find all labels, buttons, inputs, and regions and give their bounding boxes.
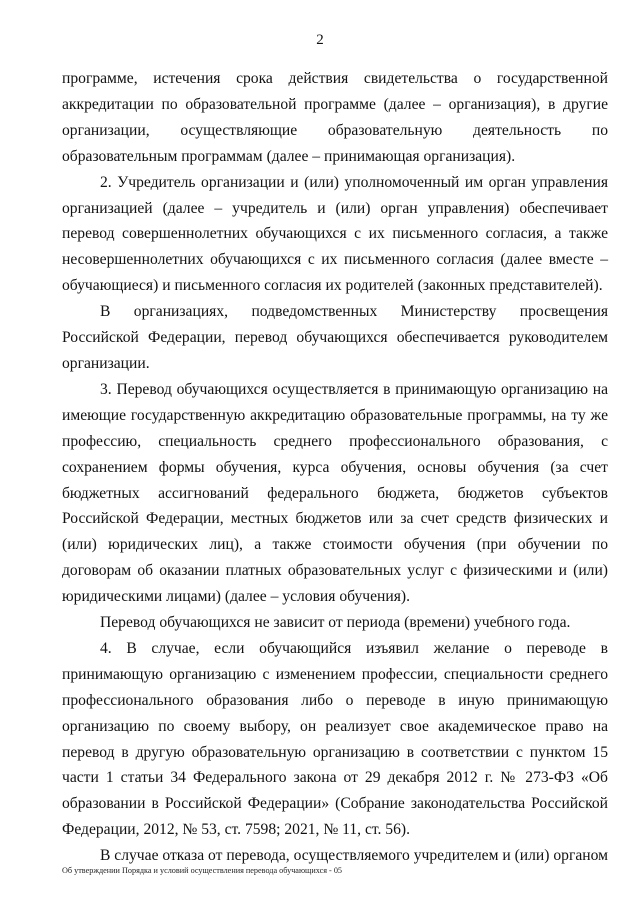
body-text <box>62 66 608 869</box>
paragraph-item-4: 4. В случае, если обучающийся изъявил желание о переводе в принимающую организацию с изменением профессии, специальности среднего профессионального образования либо о переводе в иную принимающую организацию по своему выбору, он реализует свое академическое право на перевод в другую образовательную организацию в соответствии с пунктом 15 части 1 статьи 34 Федерального закона от 29 декабря 2012 г. № 273-ФЗ «Об образовании в Российской Федерации» (Собрание законодательства Российской Федерации, 2012, № 53, ст. 7598; 2021, № 11, ст. 56). <box>62 639 608 839</box>
paragraph-ministry-note: В организациях, подведомственных Министерству просвещения Российской Федерации, перевод обучающихся обеспечивается руководителем организации. <box>62 303 608 372</box>
paragraph-period-note: Перевод обучающихся не зависит от периода (времени) учебного года. <box>100 614 571 632</box>
paragraph-refusal-start: В случае отказа от перевода, осуществляемого учредителем и (или) органом <box>100 847 608 865</box>
footer-note: Об утверждении Порядка и условий осуществления перевода обучающихся - 05 <box>62 866 343 875</box>
paragraph-continuation: программе, истечения срока действия свидетельства о государственной аккредитации по образовательной программе (далее – организация), в другие организации, осуществляющие образовательную деятельность по образовательным программам (далее – принимающая организация). <box>62 70 608 165</box>
page-number: 2 <box>316 32 324 48</box>
paragraph-item-3: 3. Перевод обучающихся осуществляется в принимающую организацию на имеющие государственную аккредитацию образовательные программы, на ту же профессию, специальность среднего профессионального образования, с сохранением формы обучения, курса обучения, основы обучения (за счет бюджетных ассигнований федерального бюджета, бюджетов субъектов Российской Федерации, местных бюджетов или за счет средств физических и (или) юридических лиц), а также стоимости обучения (при обучении по договорам об оказании платных образовательных услуг с физическими и (или) юридическими лицами) (далее – условия обучения). <box>62 380 608 606</box>
paragraph-item-2: 2. Учредитель организации и (или) уполномоченный им орган управления организацией (далее – учредитель и (или) орган управления) обеспечивает перевод совершеннолетних обучающихся с их письменного согласия, а также несовершеннолетних обучающихся с их письменного согласия (далее вместе – обучающиеся) и письменного согласия их родителей (законных представителей). <box>62 173 608 295</box>
